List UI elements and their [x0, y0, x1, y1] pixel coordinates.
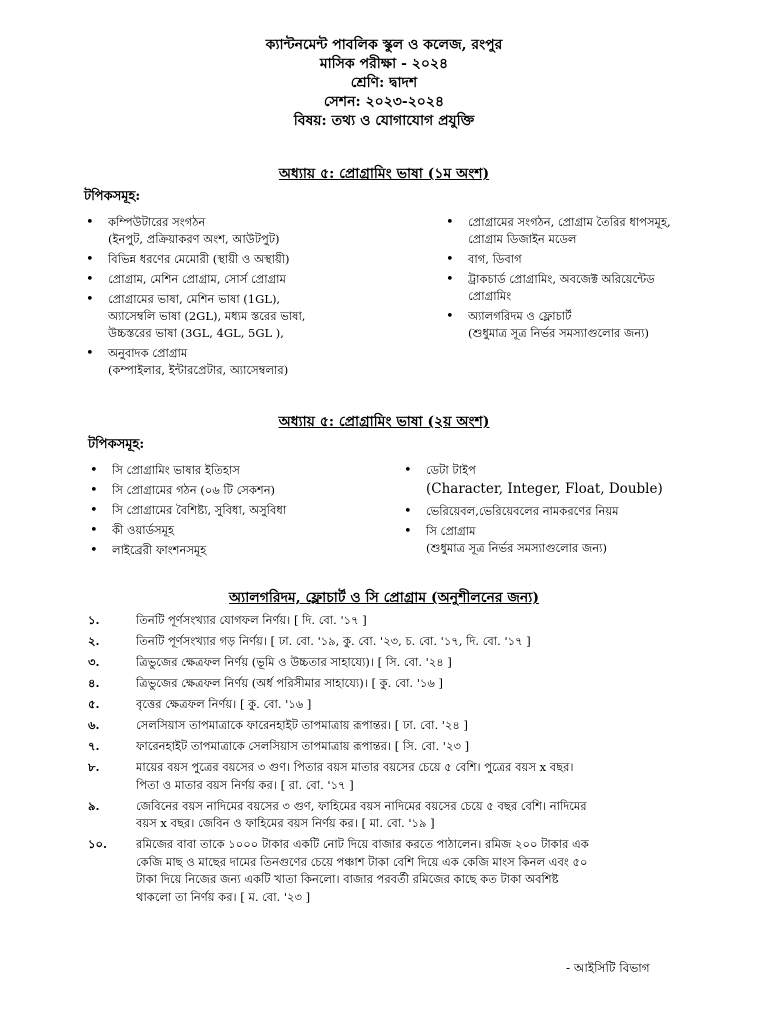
topic-item-text: • অ্যালগরিদম ও ফ্লোচার্ট [468, 309, 572, 323]
practice-question [88, 612, 708, 630]
practice-question [88, 717, 708, 735]
topic-item [84, 502, 404, 519]
topic-item-text: (শুধুমাত্র সূত্র নির্ভর সমস্যাগুলোর জন্য) [468, 326, 649, 340]
topic-item-text: • প্রোগ্রামের ভাষা, মেশিন ভাষা (1GL), [108, 292, 281, 306]
chapter2-topics-label: টপিকসমূহ: [88, 437, 145, 452]
topic-item-text: • সি প্রোগ্রামের গঠন (০৬ টি সেকশন) [112, 483, 276, 497]
question-text: বয়স x বছর। জেবিন ও ফাহিমের বয়স নির্ণয় কর। [ মা. বো. '১৯ ] [136, 816, 435, 830]
topic-item-text: • ভেরিয়েবল,ভেরিয়েবলের নামকরণের নিয়ম [426, 504, 619, 518]
practice-question [88, 696, 708, 714]
question-text: সেলসিয়াস তাপমাত্রাকে ফারেনহাইট তাপমাত্রায় রূপান্তর। [ ঢা. বো. '২৪ ] [136, 718, 468, 732]
topic-item-text: • ডেটা টাইপ [426, 463, 476, 477]
question-text: কেজি মাছ ও মাছের দামের তিনগুণের চেয়ে পঞ্চাশ টাকা বেশি দিয়ে এক কেজি মাংস কিনল এবং ৫০ [136, 854, 588, 869]
subject-label: বিষয়: তথ্য ও যোগাযোগ প্রযুক্তি [293, 113, 475, 129]
topic-item-text: • সি প্রোগ্রামিং ভাষার ইতিহাস [112, 463, 240, 477]
topic-item-text: • ট্রাকচার্ড প্রোগ্রামিং, অবজেক্ট অরিয়েন্টেড [468, 272, 655, 286]
topic-item-text: প্রোগ্রামিং [468, 289, 512, 303]
practice-title: অ্যালগরিদম, ফ্লোচার্ট ও সি প্রোগ্রাম (অনুশীলনের জন্য) [229, 590, 539, 606]
topic-item [80, 345, 420, 379]
question-text: রমিজের বাবা তাকে ১০০০ টাকার একটি নোট দিয়ে বাজার করতে পাঠালেন। রমিজ ২০০ টাকার এক [136, 837, 589, 851]
topic-item [84, 542, 404, 559]
topic-item-text: (Character, Integer, Float, Double) [426, 481, 663, 497]
question-text: মায়ের বয়স পুত্রের বয়সের ৩ গুণ। পিতার বয়স মাতার বয়সের চেয়ে ৫ বেশি। পুত্রের বয়স x বছর। [136, 760, 574, 774]
topic-item-text: • অনুবাদক প্রোগ্রাম [108, 346, 188, 360]
topic-item-text: (ইনপুট, প্রক্রিয়াকরণ অংশ, আউটপুট) [108, 232, 280, 246]
question-text: জেবিনের বয়স নাদিমের বয়সের ৩ গুণ, ফাহিমের বয়স নাদিমের বয়সের চেয়ে ৫ বছর বেশি। নাদিমের [136, 798, 587, 813]
practice-question [88, 798, 708, 833]
question-text: বৃত্তের ক্ষেত্রফল নির্ণয়। [ কু. বো. '১৬ ] [136, 697, 312, 711]
document-header [0, 36, 768, 131]
question-number: ৪. [88, 676, 100, 690]
question-number: ২. [88, 634, 100, 648]
practice-question-list [88, 612, 708, 910]
practice-question [88, 759, 708, 794]
session-label: সেশন: ২০২৩-২০২৪ [323, 94, 445, 110]
topic-item-text: • লাইব্রেরী ফাংশনসমূহ [112, 543, 207, 557]
topic-item-text: (কম্পাইলার, ইন্টারপ্রেটার, অ্যাসেম্বলার) [108, 363, 289, 377]
question-number: ৭. [88, 739, 100, 753]
topic-item [440, 308, 740, 342]
topic-item [398, 462, 718, 499]
topic-item [398, 503, 718, 520]
topic-item-text: • কী ওয়ার্ডসমূহ [112, 523, 175, 537]
topic-item [80, 251, 420, 268]
topic-item-text: • সি প্রোগ্রাম [426, 524, 476, 538]
topic-item [80, 214, 420, 248]
question-text: ফারেনহাইট তাপমাত্রাকে সেলসিয়াস তাপমাত্রায় রূপান্তর। [ সি. বো. '২৩ ] [136, 739, 470, 753]
topic-item-text: • কম্পিউটারের সংগঠন [108, 215, 206, 229]
question-number: ৩. [88, 655, 100, 669]
question-text: তিনটি পূর্ণসংখ্যার গড় নির্ণয়। [ ঢা. বো. '১৯, কু. বো. '২৩, চ. বো. '১৭, দি. বো. '১৭ ] [136, 634, 531, 648]
practice-question [88, 738, 708, 756]
topic-item-text: • বাগ, ডিবাগ [468, 252, 522, 266]
practice-question [88, 836, 708, 906]
topic-item [84, 482, 404, 499]
topic-item-text: অ্যাসেম্বলি ভাষা (2GL), মধ্যম স্তরের ভাষা, [108, 309, 306, 323]
department-signature: - আইসিটি বিভাগ [566, 961, 650, 975]
question-text: টাকা দিয়ে নিজের জন্য একটি খাতা কিনলো। বাজার পরবর্তী রমিজের কাছে কত টাকা অবশিষ্ট [136, 872, 559, 886]
topic-item [398, 523, 718, 557]
topic-item-text: • বিভিন্ন ধরণের মেমোরী (স্থায়ী ও অস্থায়ী) [108, 252, 290, 266]
topic-item-text: উচ্চস্তরের ভাষা (3GL, 4GL, 5GL ), [108, 326, 284, 340]
question-number: ১০. [88, 837, 107, 851]
question-number: ১. [88, 613, 100, 627]
question-number: ৯. [88, 798, 100, 813]
class-label: শ্রেণি: দ্বাদশ [350, 75, 418, 91]
practice-question [88, 675, 708, 693]
topic-item [440, 271, 740, 305]
chapter2-title: অধ্যায় ৫: প্রোগ্রামিং ভাষা (২য় অংশ) [278, 414, 490, 430]
topic-item-text: • প্রোগ্রামের সংগঠন, প্রোগ্রাম তৈরির ধাপসমূহ, [468, 215, 671, 229]
question-text: পিতা ও মাতার বয়স নির্ণয় কর। [ রা. বো. '১৭ ] [136, 777, 354, 792]
question-text: ত্রিভুজের ক্ষেত্রফল নির্ণয় (ভূমি ও উচ্চতার সাহায্যে)। [ সি. বো. '২৪ ] [136, 655, 452, 669]
question-text: ত্রিভুজের ক্ষেত্রফল নির্ণয় (অর্ধ পরিসীমার সাহায্যে)। [ কু. বো. '১৬ ] [136, 676, 443, 690]
question-number: ৬. [88, 718, 100, 732]
chapter2-topics-left [84, 462, 404, 562]
topic-item [440, 251, 740, 268]
chapter1-topics-label: টপিকসমূহ: [84, 189, 141, 204]
chapter1-title: অধ্যায় ৫: প্রোগ্রামিং ভাষা (১ম অংশ) [278, 166, 490, 182]
topic-item-text: • প্রোগ্রাম, মেশিন প্রোগ্রাম, সোর্স প্রোগ্রাম [108, 272, 286, 286]
institution-name: ক্যান্টনমেন্ট পাবলিক স্কুল ও কলেজ, রংপুর [265, 37, 503, 53]
practice-question [88, 654, 708, 672]
topic-item [84, 462, 404, 479]
question-text: থাকলো তা নির্ণয় কর। [ ম. বো. '২৩ ] [136, 889, 311, 904]
chapter1-topics-right [440, 214, 740, 345]
question-number: ৫. [88, 697, 100, 711]
chapter2-topics-right [398, 462, 718, 560]
topic-item [80, 271, 420, 288]
topic-item-text: (শুধুমাত্র সূত্র নির্ভর সমস্যাগুলোর জন্য) [426, 541, 607, 555]
topic-item [440, 214, 740, 248]
exam-title: মাসিক পরীক্ষা - ২০২৪ [319, 56, 449, 72]
topic-item [84, 522, 404, 539]
topic-item-text: প্রোগ্রাম ডিজাইন মডেল [468, 232, 577, 246]
topic-item [80, 291, 420, 342]
topic-item-text: • সি প্রোগ্রামের বৈশিষ্ট্য, সুবিধা, অসুবিধা [112, 503, 287, 517]
question-number: ৮. [88, 760, 100, 774]
question-text: তিনটি পূর্ণসংখ্যার যোগফল নির্ণয়। [ দি. বো. '১৭ ] [136, 613, 367, 627]
chapter1-topics-left [80, 214, 420, 382]
practice-question [88, 633, 708, 651]
